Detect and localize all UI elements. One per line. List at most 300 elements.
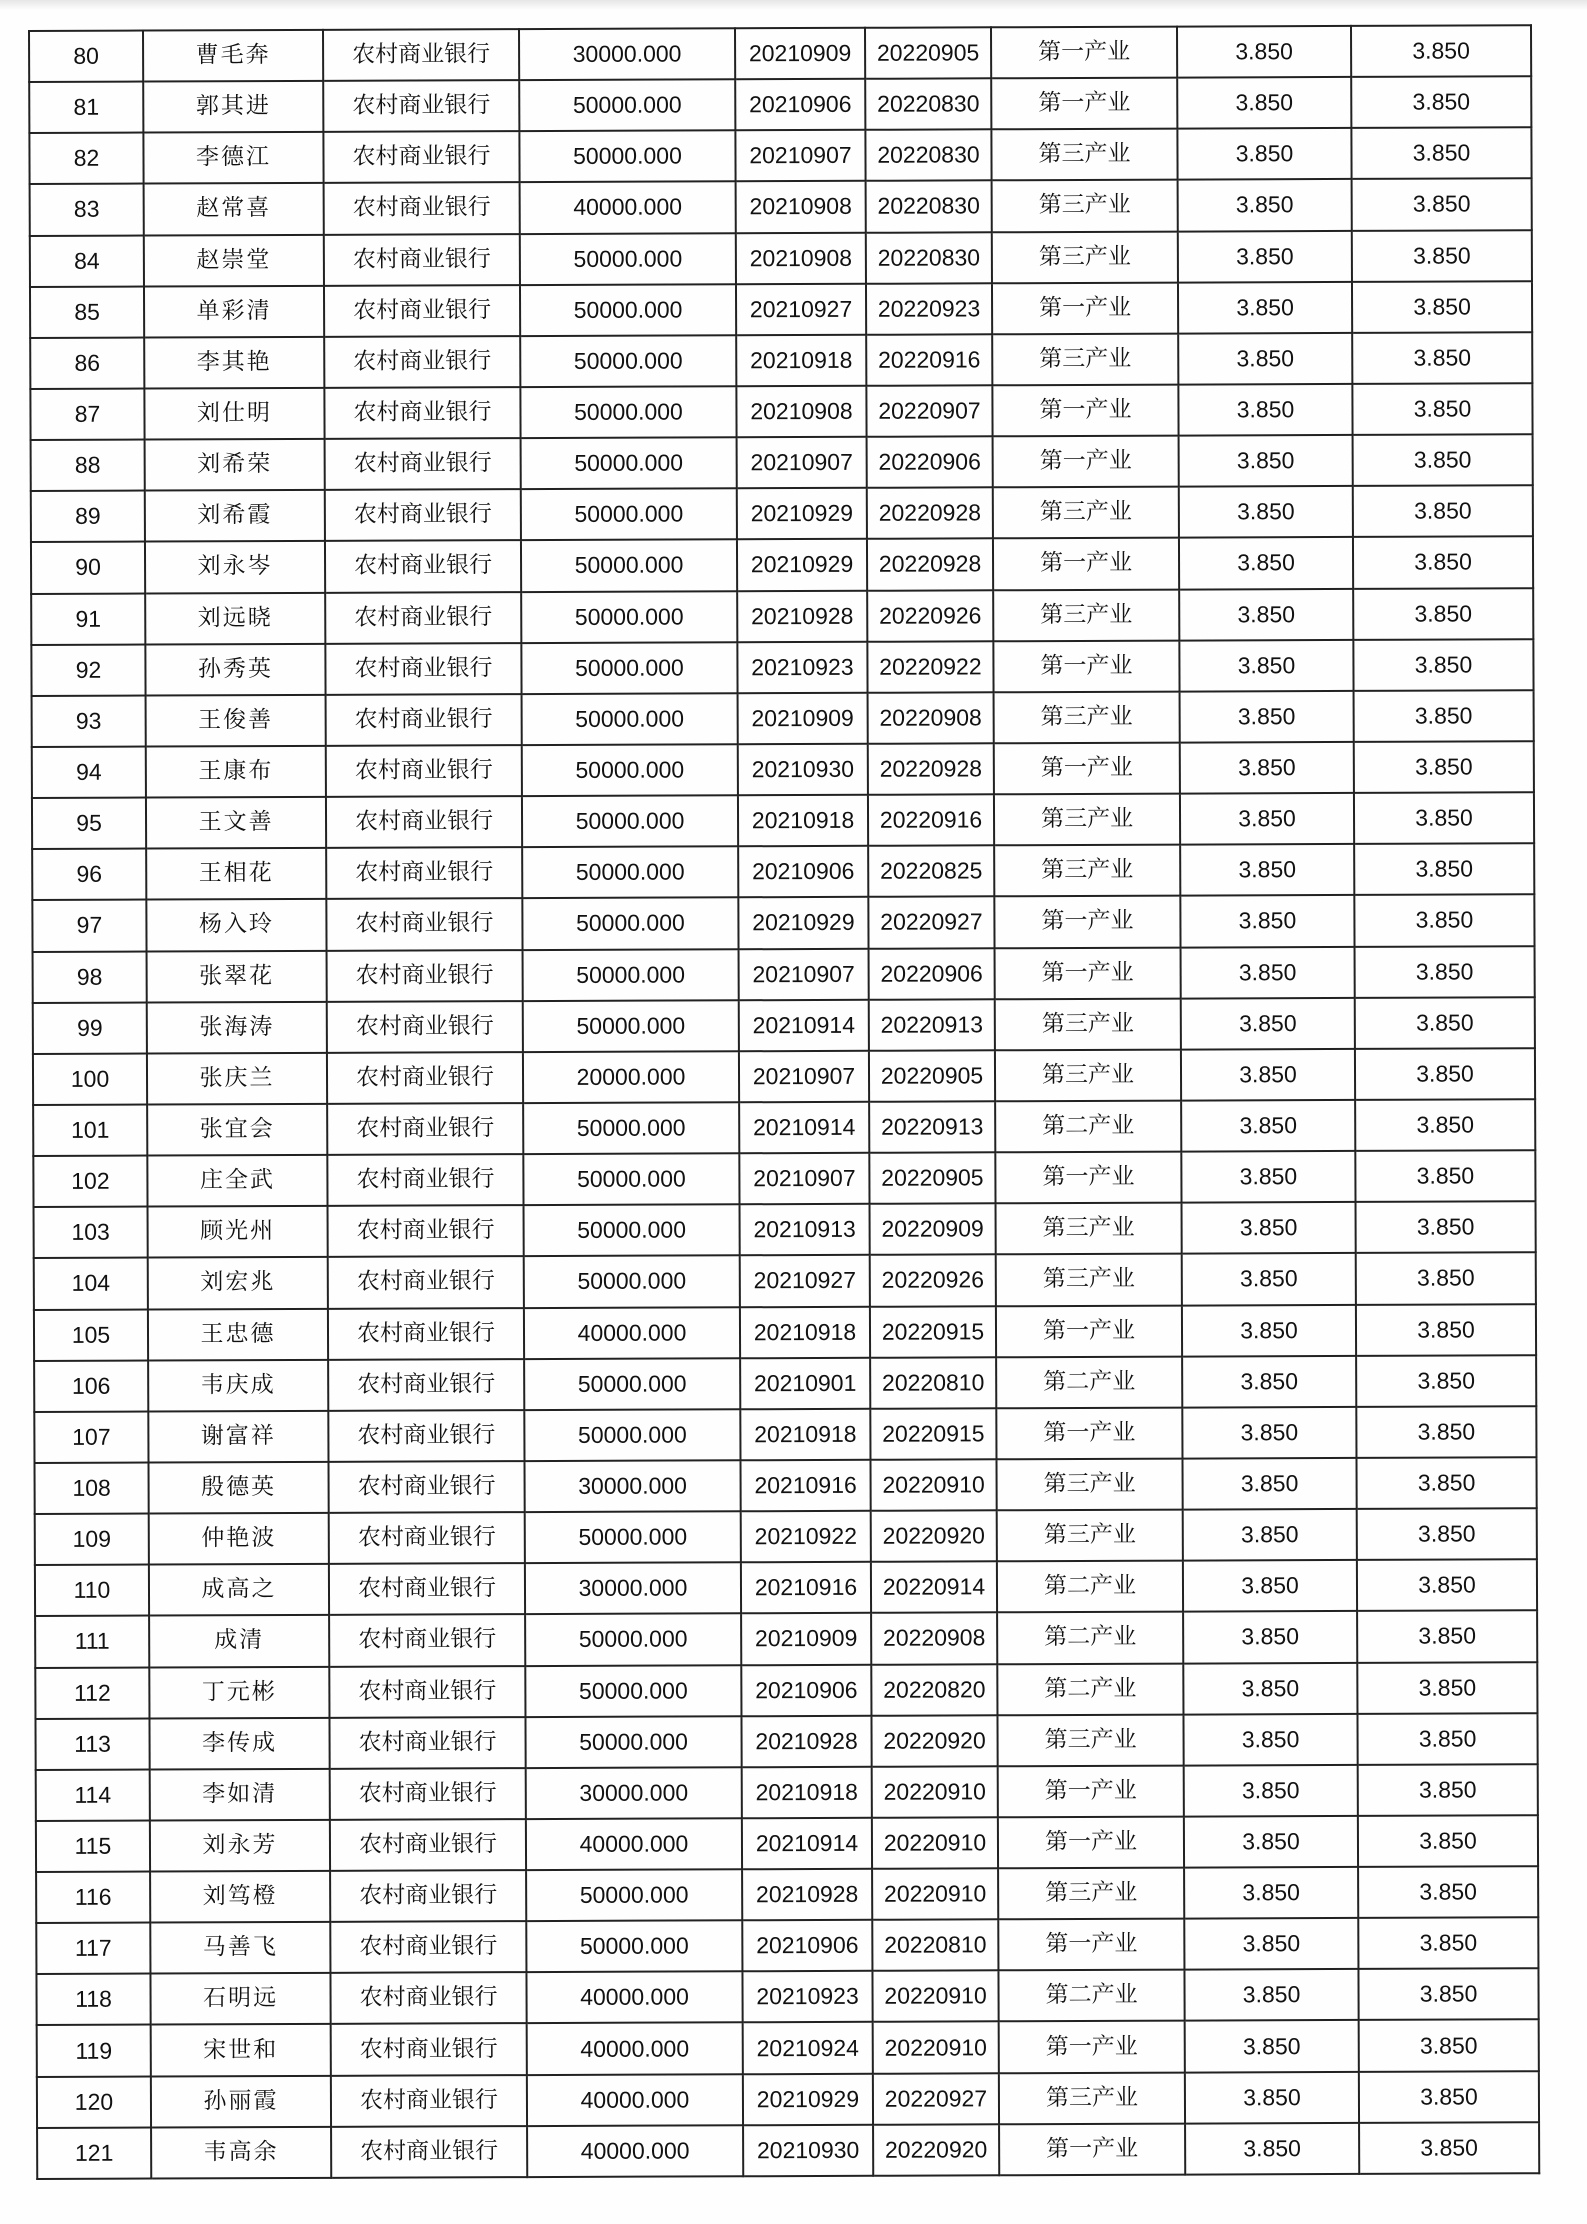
loan-amount: 50000.000 (524, 1358, 740, 1410)
industry-sector: 第一产业 (992, 385, 1178, 437)
end-date: 20220906 (869, 948, 995, 1000)
end-date: 20220820 (871, 1664, 997, 1716)
table-row (35, 1559, 1537, 1616)
industry-sector: 第二产业 (997, 1561, 1183, 1613)
bank-name: 农村商业银行 (330, 1870, 526, 1922)
end-date: 20220910 (873, 2022, 999, 2074)
loan-amount: 30000.000 (519, 28, 735, 80)
start-date: 20210929 (743, 2073, 873, 2125)
subsidy-rate: 3.850 (1356, 1304, 1536, 1356)
end-date: 20220910 (872, 1868, 998, 1920)
table-row (30, 383, 1532, 440)
subsidy-rate: 3.850 (1357, 1713, 1537, 1765)
interest-rate: 3.850 (1183, 1560, 1357, 1612)
interest-rate: 3.850 (1182, 1253, 1356, 1305)
start-date: 20210924 (743, 2022, 873, 2074)
table-row (36, 1969, 1538, 2026)
bank-name: 农村商业银行 (330, 1819, 526, 1871)
loan-amount: 20000.000 (523, 1051, 739, 1103)
bank-name: 农村商业银行 (325, 489, 521, 541)
industry-sector: 第一产业 (993, 538, 1179, 590)
bank-name: 农村商业银行 (328, 1359, 524, 1411)
industry-sector: 第三产业 (992, 333, 1178, 385)
row-index: 114 (36, 1769, 150, 1821)
bank-name: 农村商业银行 (325, 592, 521, 644)
interest-rate: 3.850 (1179, 640, 1353, 692)
start-date: 20210906 (741, 1664, 871, 1716)
loan-amount: 50000.000 (522, 795, 738, 847)
industry-sector: 第一产业 (996, 1407, 1182, 1459)
end-date: 20220913 (869, 999, 995, 1051)
table-row (34, 1406, 1536, 1463)
row-index: 113 (35, 1718, 149, 1770)
loan-amount: 40000.000 (520, 182, 736, 234)
interest-rate: 3.850 (1182, 1458, 1356, 1510)
borrower-name: 石明远 (150, 1973, 330, 2025)
start-date: 20210930 (738, 744, 868, 796)
table-row (30, 230, 1532, 287)
subsidy-rate: 3.850 (1354, 895, 1534, 947)
bank-name: 农村商业银行 (330, 1972, 526, 2024)
end-date: 20220910 (872, 1817, 998, 1869)
bank-name: 农村商业银行 (331, 2126, 527, 2178)
subsidy-rate: 3.850 (1356, 1457, 1536, 1509)
end-date: 20220908 (868, 692, 994, 744)
loan-amount: 50000.000 (526, 1869, 742, 1921)
row-index: 117 (36, 1923, 150, 1975)
row-index: 102 (33, 1156, 147, 1208)
start-date: 20210914 (739, 999, 869, 1051)
bank-name: 农村商业银行 (326, 694, 522, 746)
start-date: 20210913 (740, 1204, 870, 1256)
interest-rate: 3.850 (1184, 1918, 1358, 1970)
table-row (30, 179, 1532, 236)
borrower-name: 李如清 (150, 1769, 330, 1821)
row-index: 97 (32, 900, 146, 952)
industry-sector: 第三产业 (992, 231, 1178, 283)
industry-sector: 第三产业 (993, 487, 1179, 539)
end-date: 20220928 (867, 488, 993, 540)
subsidy-rate: 3.850 (1355, 1150, 1535, 1202)
borrower-name: 马善飞 (150, 1922, 330, 1974)
borrower-name: 王俊善 (146, 695, 326, 747)
industry-sector: 第三产业 (999, 2072, 1185, 2124)
start-date: 20210909 (741, 1613, 871, 1665)
end-date: 20220909 (870, 1204, 996, 1256)
bank-name: 农村商业银行 (328, 1410, 524, 1462)
row-index: 109 (35, 1514, 149, 1566)
bank-name: 农村商业银行 (323, 131, 519, 183)
borrower-name: 孙秀英 (145, 644, 325, 696)
interest-rate: 3.850 (1178, 333, 1352, 385)
loan-amount: 50000.000 (523, 1153, 739, 1205)
subsidy-rate: 3.850 (1357, 1662, 1537, 1714)
borrower-name: 丁元彬 (149, 1666, 329, 1718)
start-date: 20210914 (742, 1818, 872, 1870)
subsidy-rate: 3.850 (1359, 2122, 1539, 2174)
loan-amount: 50000.000 (520, 233, 736, 285)
loan-amount: 50000.000 (525, 1716, 741, 1768)
end-date: 20220920 (873, 2124, 999, 2176)
industry-sector: 第一产业 (995, 1152, 1181, 1204)
industry-sector: 第一产业 (994, 896, 1180, 948)
end-date: 20220907 (866, 385, 992, 437)
interest-rate: 3.850 (1180, 895, 1354, 947)
subsidy-rate: 3.850 (1356, 1355, 1536, 1407)
loan-amount: 50000.000 (521, 591, 737, 643)
scan-edge (0, 0, 1587, 10)
row-index: 89 (31, 491, 145, 543)
start-date: 20210929 (737, 539, 867, 591)
subsidy-rate: 3.850 (1351, 128, 1531, 180)
row-index: 120 (37, 2076, 151, 2128)
bank-name: 农村商业银行 (327, 950, 523, 1002)
end-date: 20220916 (868, 794, 994, 846)
row-index: 83 (30, 184, 144, 236)
loan-amount: 50000.000 (521, 642, 737, 694)
row-index: 112 (35, 1667, 149, 1719)
bank-name: 农村商业银行 (331, 2024, 527, 2076)
interest-rate: 3.850 (1184, 1816, 1358, 1868)
interest-rate: 3.850 (1182, 1304, 1356, 1356)
borrower-name: 刘永岑 (145, 541, 325, 593)
row-index: 115 (36, 1820, 150, 1872)
loan-amount: 50000.000 (524, 1205, 740, 1257)
end-date: 20220830 (866, 232, 992, 284)
row-index: 82 (29, 133, 143, 185)
end-date: 20220916 (866, 334, 992, 386)
bank-name: 农村商业银行 (326, 796, 522, 848)
subsidy-rate: 3.850 (1352, 332, 1532, 384)
subsidy-rate: 3.850 (1358, 1815, 1538, 1867)
subsidy-rate: 3.850 (1356, 1406, 1536, 1458)
industry-sector: 第三产业 (994, 845, 1180, 897)
interest-rate: 3.850 (1179, 537, 1353, 589)
table-row (35, 1662, 1537, 1719)
borrower-name: 仲艳波 (149, 1513, 329, 1565)
start-date: 20210907 (739, 1051, 869, 1103)
table-row (35, 1611, 1537, 1668)
loan-amount: 50000.000 (522, 847, 738, 899)
bank-name: 农村商业银行 (326, 745, 522, 797)
start-date: 20210923 (742, 1971, 872, 2023)
end-date: 20220830 (865, 130, 991, 182)
industry-sector: 第一产业 (991, 27, 1177, 79)
borrower-name: 刘仕明 (144, 388, 324, 440)
bank-name: 农村商业银行 (329, 1614, 525, 1666)
interest-rate: 3.850 (1179, 486, 1353, 538)
subsidy-rate: 3.850 (1355, 1048, 1535, 1100)
start-date: 20210906 (738, 846, 868, 898)
subsidy-rate: 3.850 (1355, 946, 1535, 998)
industry-sector: 第一产业 (998, 1919, 1184, 1971)
table-row (31, 485, 1533, 542)
row-index: 94 (32, 747, 146, 799)
industry-sector: 第一产业 (995, 947, 1181, 999)
bank-name: 农村商业银行 (329, 1512, 525, 1564)
start-date: 20210930 (743, 2125, 873, 2177)
interest-rate: 3.850 (1177, 128, 1351, 180)
interest-rate: 3.850 (1178, 230, 1352, 282)
bank-name: 农村商业银行 (324, 336, 520, 388)
end-date: 20220830 (865, 78, 991, 130)
start-date: 20210927 (740, 1255, 870, 1307)
loan-amount: 50000.000 (523, 949, 739, 1001)
loan-amount: 50000.000 (525, 1614, 741, 1666)
table-row (33, 946, 1535, 1003)
borrower-name: 张宜会 (147, 1104, 327, 1156)
interest-rate: 3.850 (1181, 1151, 1355, 1203)
subsidy-rate: 3.850 (1351, 76, 1531, 128)
borrower-name: 张庆兰 (147, 1053, 327, 1105)
industry-sector: 第三产业 (991, 129, 1177, 181)
borrower-name: 刘远晓 (145, 592, 325, 644)
row-index: 87 (30, 389, 144, 441)
subsidy-rate: 3.850 (1354, 792, 1534, 844)
table-row (29, 25, 1531, 82)
start-date: 20210916 (741, 1562, 871, 1614)
end-date: 20220910 (872, 1766, 998, 1818)
row-index: 81 (29, 82, 143, 134)
end-date: 20220928 (868, 743, 994, 795)
table-row (34, 1355, 1536, 1412)
start-date: 20210928 (741, 1715, 871, 1767)
bank-name: 农村商业银行 (329, 1563, 525, 1615)
start-date: 20210907 (737, 437, 867, 489)
row-index: 100 (33, 1053, 147, 1105)
row-index: 88 (31, 440, 145, 492)
end-date: 20220923 (866, 283, 992, 335)
table-row (37, 2122, 1539, 2179)
row-index: 111 (35, 1616, 149, 1668)
end-date: 20220830 (866, 181, 992, 233)
borrower-name: 刘希霞 (145, 490, 325, 542)
end-date: 20220926 (867, 590, 993, 642)
start-date: 20210901 (740, 1357, 870, 1409)
bank-name: 农村商业银行 (324, 285, 520, 337)
loan-amount: 50000.000 (522, 898, 738, 950)
subsidy-rate: 3.850 (1351, 25, 1531, 77)
borrower-name: 韦庆成 (148, 1360, 328, 1412)
interest-rate: 3.850 (1185, 2020, 1359, 2072)
bank-name: 农村商业银行 (328, 1205, 524, 1257)
industry-sector: 第三产业 (996, 1254, 1182, 1306)
subsidy-rate: 3.850 (1358, 1764, 1538, 1816)
borrower-name: 李其艳 (144, 337, 324, 389)
loan-amount: 50000.000 (519, 131, 735, 183)
row-index: 103 (34, 1207, 148, 1259)
table-row (31, 588, 1533, 645)
start-date: 20210927 (736, 283, 866, 335)
bank-name: 农村商业银行 (328, 1461, 524, 1513)
industry-sector: 第三产业 (996, 1203, 1182, 1255)
borrower-name: 张翠花 (147, 950, 327, 1002)
table-row (33, 1150, 1535, 1207)
row-index: 121 (37, 2127, 151, 2179)
table-body (29, 25, 1539, 2179)
start-date: 20210908 (736, 232, 866, 284)
row-index: 91 (31, 593, 145, 645)
industry-sector: 第三产业 (997, 1510, 1183, 1562)
industry-sector: 第一产业 (993, 640, 1179, 692)
borrower-name: 杨入玲 (146, 899, 326, 951)
table-row (33, 1048, 1535, 1105)
loan-amount: 50000.000 (522, 693, 738, 745)
loan-amount: 50000.000 (521, 489, 737, 541)
table-row (30, 281, 1532, 338)
table-row (36, 1866, 1538, 1923)
subsidy-rate: 3.850 (1355, 997, 1535, 1049)
start-date: 20210928 (737, 590, 867, 642)
industry-sector: 第二产业 (998, 1970, 1184, 2022)
loan-amount: 40000.000 (526, 1972, 742, 2024)
borrower-name: 郭其进 (143, 81, 323, 133)
loan-amount: 50000.000 (519, 79, 735, 131)
start-date: 20210918 (740, 1409, 870, 1461)
interest-rate: 3.850 (1180, 844, 1354, 896)
bank-name: 农村商业银行 (328, 1308, 524, 1360)
borrower-name: 李德江 (143, 132, 323, 184)
table-row (35, 1457, 1537, 1514)
subsidy-rate: 3.850 (1357, 1508, 1537, 1560)
end-date: 20220910 (872, 1971, 998, 2023)
start-date: 20210906 (742, 1920, 872, 1972)
bank-name: 农村商业银行 (325, 438, 521, 490)
bank-name: 农村商业银行 (328, 1256, 524, 1308)
end-date: 20220920 (871, 1715, 997, 1767)
end-date: 20220913 (869, 1101, 995, 1153)
borrower-name: 顾光州 (148, 1206, 328, 1258)
start-date: 20210907 (735, 130, 865, 182)
bank-name: 农村商业银行 (327, 1001, 523, 1053)
industry-sector: 第一产业 (992, 282, 1178, 334)
table-row (37, 2020, 1539, 2077)
borrower-name: 王忠德 (148, 1308, 328, 1360)
start-date: 20210907 (739, 1153, 869, 1205)
table-row (32, 741, 1534, 798)
table-row (30, 332, 1532, 389)
row-index: 96 (32, 849, 146, 901)
subsidy-rate: 3.850 (1358, 1969, 1538, 2021)
bank-name: 农村商业银行 (324, 234, 520, 286)
interest-rate: 3.850 (1183, 1509, 1357, 1561)
borrower-name: 成清 (149, 1615, 329, 1667)
interest-rate: 3.850 (1182, 1356, 1356, 1408)
row-index: 90 (31, 542, 145, 594)
end-date: 20220905 (865, 27, 991, 79)
borrower-name: 刘宏兆 (148, 1257, 328, 1309)
borrower-name: 孙丽霞 (151, 2075, 331, 2127)
interest-rate: 3.850 (1182, 1202, 1356, 1254)
borrower-name: 刘笃橙 (150, 1871, 330, 1923)
start-date: 20210923 (737, 641, 867, 693)
loan-amount: 50000.000 (525, 1665, 741, 1717)
industry-sector: 第二产业 (997, 1663, 1183, 1715)
end-date: 20220928 (867, 539, 993, 591)
start-date: 20210928 (742, 1869, 872, 1921)
borrower-name: 庄全武 (147, 1155, 327, 1207)
industry-sector: 第三产业 (994, 691, 1180, 743)
table-row (31, 434, 1533, 491)
interest-rate: 3.850 (1181, 946, 1355, 998)
industry-sector: 第一产业 (998, 1765, 1184, 1817)
loan-amount: 30000.000 (526, 1767, 742, 1819)
loan-amount: 50000.000 (526, 1920, 742, 1972)
industry-sector: 第一产业 (999, 2021, 1185, 2073)
industry-sector: 第一产业 (998, 1816, 1184, 1868)
start-date: 20210922 (741, 1511, 871, 1563)
loan-amount: 50000.000 (520, 386, 736, 438)
subsidy-rate: 3.850 (1352, 383, 1532, 435)
start-date: 20210907 (739, 948, 869, 1000)
industry-sector: 第二产业 (996, 1356, 1182, 1408)
row-index: 98 (33, 951, 147, 1003)
end-date: 20220810 (872, 1919, 998, 1971)
borrower-name: 刘永芳 (150, 1820, 330, 1872)
industry-sector: 第一产业 (991, 78, 1177, 130)
start-date: 20210918 (742, 1767, 872, 1819)
loan-amount: 50000.000 (521, 437, 737, 489)
table-row (33, 1099, 1535, 1156)
bank-name: 农村商业银行 (327, 1052, 523, 1104)
bank-name: 农村商业银行 (325, 643, 521, 695)
interest-rate: 3.850 (1181, 998, 1355, 1050)
borrower-name: 王相花 (146, 848, 326, 900)
subsidy-rate: 3.850 (1353, 537, 1533, 589)
end-date: 20220922 (867, 641, 993, 693)
subsidy-rate: 3.850 (1355, 1099, 1535, 1151)
table-row (31, 537, 1533, 594)
borrower-name: 谢富祥 (148, 1411, 328, 1463)
table-row (36, 1815, 1538, 1872)
bank-name: 农村商业银行 (323, 29, 519, 81)
industry-sector: 第三产业 (994, 794, 1180, 846)
row-index: 93 (32, 695, 146, 747)
row-index: 84 (30, 235, 144, 287)
table-row (29, 128, 1531, 185)
row-index: 107 (34, 1411, 148, 1463)
interest-rate: 3.850 (1178, 384, 1352, 436)
loan-amount: 50000.000 (522, 744, 738, 796)
borrower-name: 单彩清 (144, 286, 324, 338)
borrower-name: 张海涛 (147, 1002, 327, 1054)
borrower-name: 刘希荣 (145, 439, 325, 491)
row-index: 101 (33, 1105, 147, 1157)
industry-sector: 第三产业 (995, 998, 1181, 1050)
table-row (33, 997, 1535, 1054)
borrower-name: 王文善 (146, 797, 326, 849)
interest-rate: 3.850 (1185, 2123, 1359, 2175)
start-date: 20210918 (738, 795, 868, 847)
end-date: 20220914 (871, 1562, 997, 1614)
table-row (36, 1917, 1538, 1974)
loan-amount: 50000.000 (524, 1256, 740, 1308)
row-index: 104 (34, 1258, 148, 1310)
bank-name: 农村商业银行 (327, 1154, 523, 1206)
loan-amount: 50000.000 (520, 335, 736, 387)
interest-rate: 3.850 (1179, 435, 1353, 487)
loan-amount: 30000.000 (524, 1460, 740, 1512)
interest-rate: 3.850 (1183, 1714, 1357, 1766)
table-row (32, 792, 1534, 849)
start-date: 20210914 (739, 1102, 869, 1154)
subsidy-rate: 3.850 (1356, 1253, 1536, 1305)
interest-rate: 3.850 (1178, 282, 1352, 334)
industry-sector: 第三产业 (996, 1459, 1182, 1511)
start-date: 20210918 (740, 1306, 870, 1358)
end-date: 20220905 (869, 1050, 995, 1102)
interest-rate: 3.850 (1177, 26, 1351, 78)
